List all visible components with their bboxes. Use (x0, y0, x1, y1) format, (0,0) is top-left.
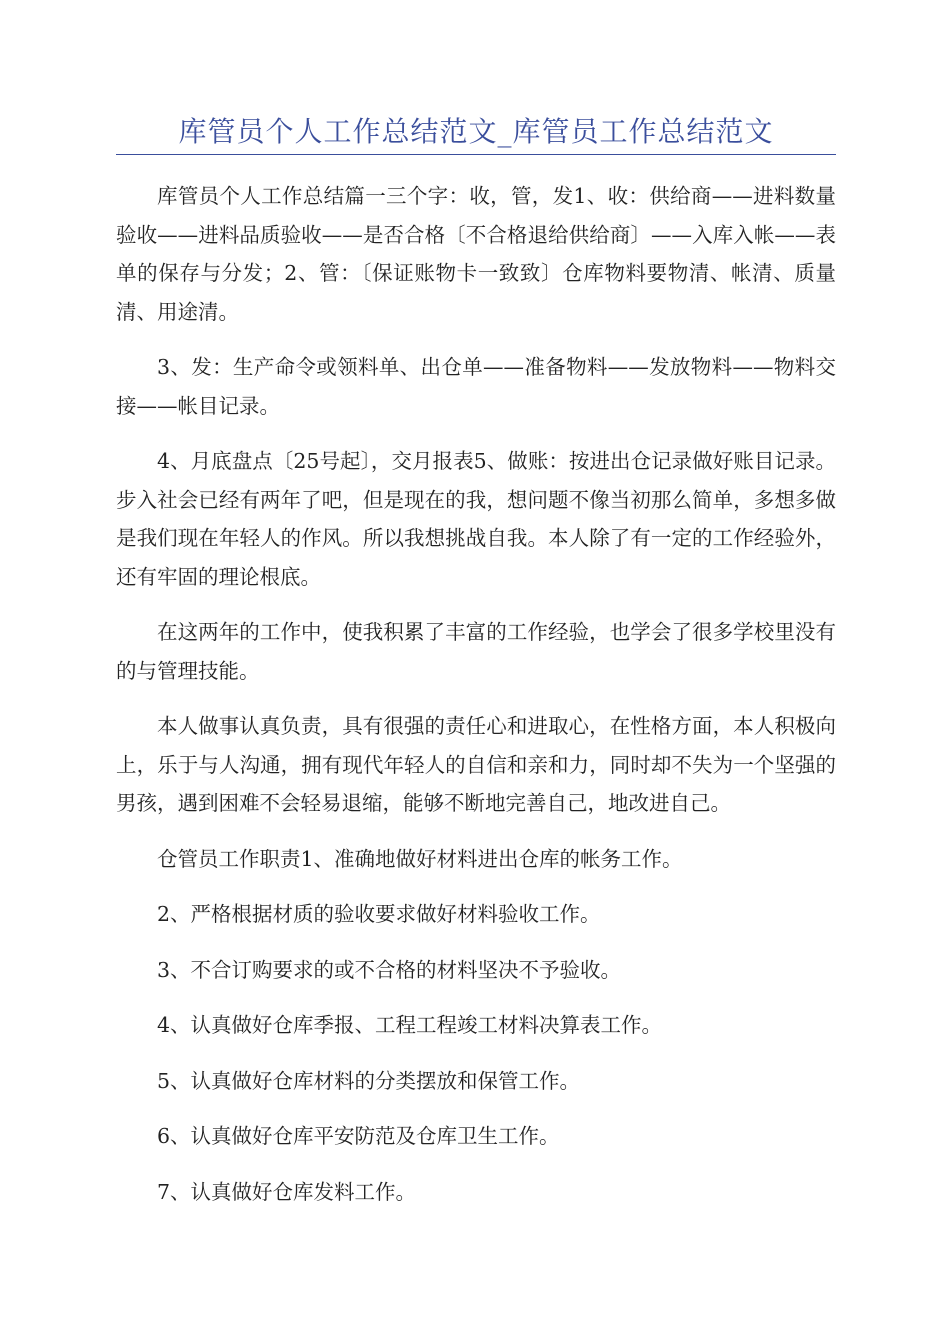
paragraph: 6、认真做好仓库平安防范及仓库卫生工作。 (157, 1124, 560, 1148)
paragraph: 库管员个人工作总结篇一三个字：收，管，发1、收：供给商——进料数量验收——进料品质验收——是否合格〔不合格退给供给商〕——入库入帐——表单的保存与分发；2、管：〔保证账物卡一致致〕仓库物料要物清、帐清、质量清、用途清。 (116, 184, 836, 324)
paragraph: 4、认真做好仓库季报、工程工程竣工材料决算表工作。 (157, 1013, 663, 1037)
document-body (116, 177, 836, 1211)
paragraph: 本人做事认真负责，具有很强的责任心和进取心，在性格方面，本人积极向上，乐于与人沟通，拥有现代年轻人的自信和亲和力，同时却不失为一个坚强的男孩，遇到困难不会轻易退缩，能够不断地完善自己，地改进自己。 (116, 714, 836, 815)
paragraph: 4、月底盘点〔25号起〕，交月报表5、做账：按进出仓记录做好账目记录。步入社会已经有两年了吧，但是现在的我，想问题不像当初那么简单，多想多做是我们现在年轻人的作风。所以我想挑战自我。本人除了有一定的工作经验外，还有牢固的理论根底。 (116, 449, 836, 589)
document-title: 库管员个人工作总结范文_库管员工作总结范文 (178, 115, 774, 148)
paragraph: 7、认真做好仓库发料工作。 (157, 1179, 417, 1204)
paragraph: 3、发：生产命令或领料单、出仓单——准备物料——发放物料——物料交接——帐目记录。 (116, 355, 836, 418)
paragraph: 5、认真做好仓库材料的分类摆放和保管工作。 (157, 1068, 581, 1093)
paragraph: 在这两年的工作中，使我积累了丰富的工作经验，也学会了很多学校里没有的与管理技能。 (116, 620, 836, 683)
document-page (116, 0, 836, 1228)
paragraph: 2、严格根据材质的验收要求做好材料验收工作。 (157, 902, 601, 926)
paragraph: 3、不合订购要求的或不合格的材料坚决不予验收。 (157, 957, 622, 982)
paragraph: 仓管员工作职责1、准确地做好材料进出仓库的帐务工作。 (157, 846, 683, 871)
title-underline (116, 154, 836, 155)
